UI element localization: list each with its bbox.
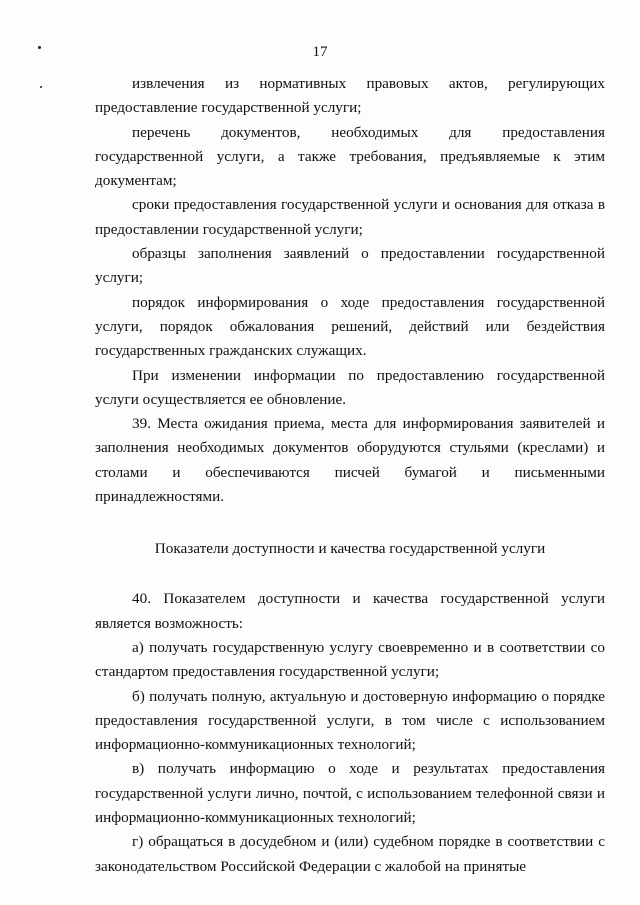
paragraph: 40. Показателем доступности и качества государственной услуги является возможность:: [95, 590, 605, 632]
document-body: [95, 72, 605, 879]
paragraph: 39. Места ожидания приема, места для информирования заявителей и заполнения необходимых документов оборудуются стульями (креслами) и столами и обеспечиваются писчей бумагой и письменными принадлежностями.: [95, 415, 605, 506]
paragraph: перечень документов, необходимых для предоставления государственной услуги, а также требования, предъявляемые к этим документам;: [95, 123, 605, 190]
paragraph: порядок информирования о ходе предоставления государственной услуги, порядок обжалования решений, действий или бездействия государственных гражданских служащих.: [95, 293, 605, 360]
paragraph: а) получать государственную услугу своевременно и в соответствии со стандартом предоставления государственной услуги;: [95, 638, 605, 681]
scan-speck: [40, 86, 42, 88]
paragraph: извлечения из нормативных правовых актов, регулирующих предоставление государственной услуги;: [95, 75, 605, 117]
paragraph: в) получать информацию о ходе и результатах предоставления государственной услуги лично, почтой, с использованием телефонной связи и информационно-коммуникационных технологий;: [95, 760, 605, 827]
paragraph: сроки предоставления государственной услуги и основания для отказа в предоставлении государственной услуги;: [95, 196, 605, 238]
page-number: 17: [312, 44, 328, 60]
paragraph: При изменении информации по предоставлению государственной услуги осуществляется ее обновление.: [95, 366, 605, 408]
paragraph: образцы заполнения заявлений о предоставлении государственной услуги;: [95, 245, 605, 287]
paragraph: г) обращаться в досудебном и (или) судебном порядке в соответствии с законодательством Российской Федерации с жалобой на принятые: [95, 833, 605, 875]
paragraph: б) получать полную, актуальную и достоверную информацию о порядке предоставления государственной услуги, в том числе с использованием информационно-коммуникационных технологий;: [95, 687, 605, 754]
section-heading: Показатели доступности и качества государственной услуги: [154, 540, 546, 558]
